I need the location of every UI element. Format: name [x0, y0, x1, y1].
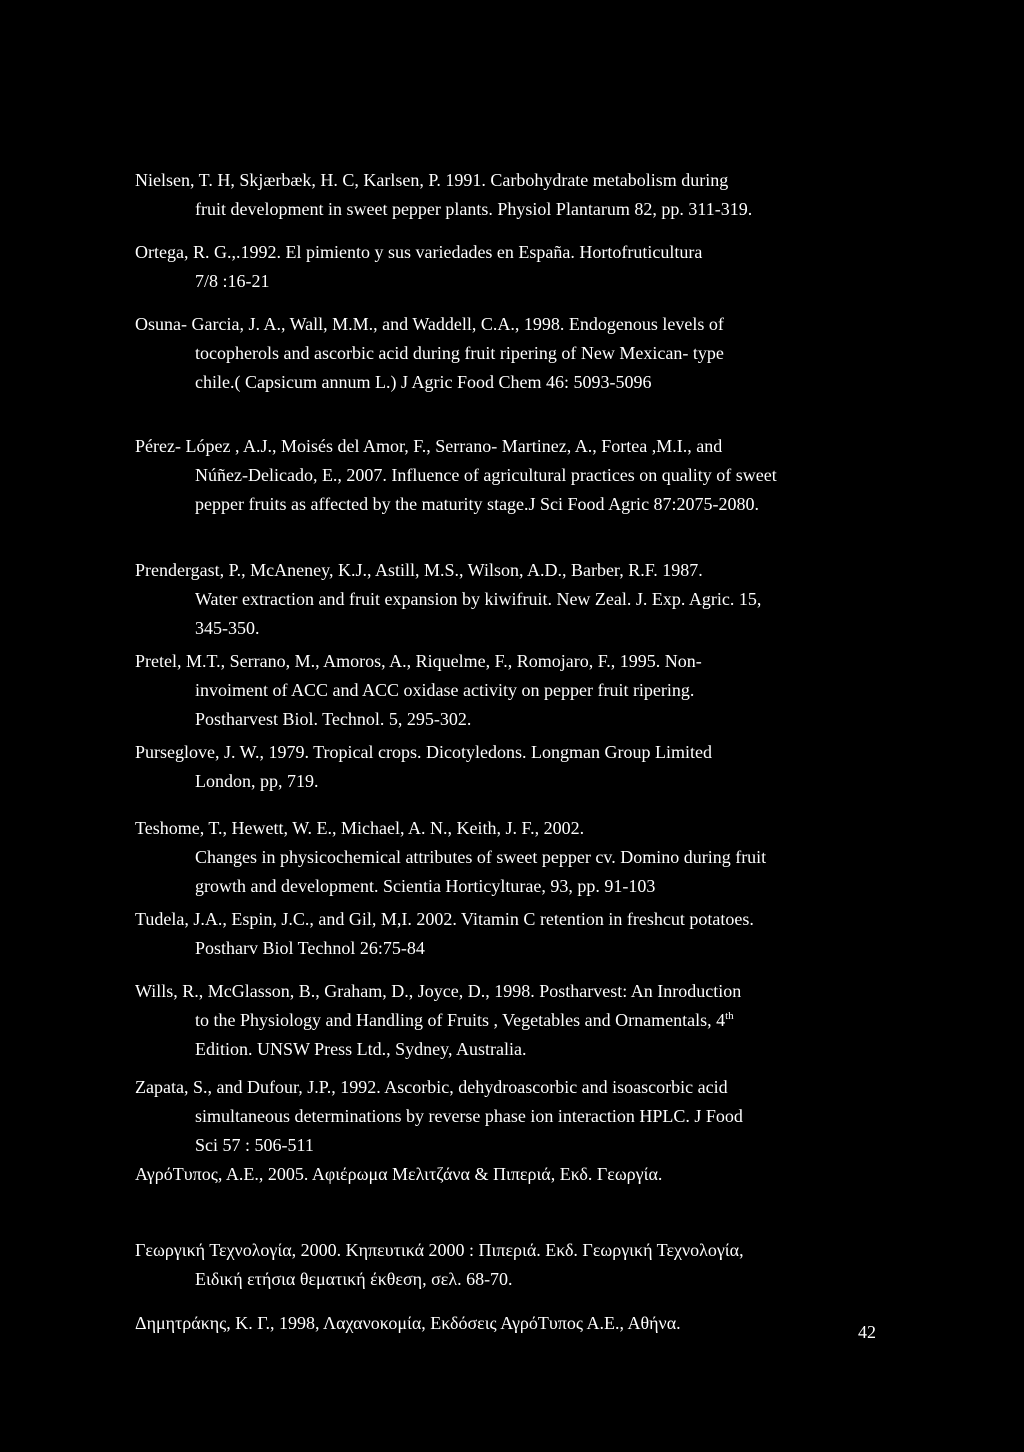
reference-line: Ειδική ετήσια θεματική έκθεση, σελ. 68-70.: [195, 1269, 513, 1289]
reference-line: simultaneous determinations by reverse phase ion interaction HPLC. J Food: [195, 1106, 743, 1126]
reference-entry: [135, 310, 875, 397]
reference-line: 7/8 :16-21: [195, 271, 270, 291]
reference-line: Teshome, T., Hewett, W. E., Michael, A. N., Keith, J. F., 2002.: [135, 818, 585, 838]
reference-line: Purseglove, J. W., 1979. Tropical crops. Dicotyledons. Longman Group Limited: [135, 742, 712, 762]
reference-entry: [135, 238, 875, 296]
reference-line: Postharv Biol Technol 26:75-84: [195, 938, 425, 958]
reference-entry: [135, 905, 875, 963]
reference-line: chile.( Capsicum annum L.) J Agric Food Chem 46: 5093-5096: [195, 372, 652, 392]
reference-line: Pretel, M.T., Serrano, M., Amoros, A., Riquelme, F., Romojaro, F., 1995. Non-: [135, 651, 702, 671]
reference-line: growth and development. Scientia Horticylturae, 93, pp. 91-103: [195, 876, 656, 896]
reference-line: Wills, R., McGlasson, B., Graham, D., Joyce, D., 1998. Postharvest: An Inroduction: [135, 981, 742, 1001]
reference-entry: [135, 738, 875, 796]
reference-line: [135, 1006, 875, 1035]
reference-line: Zapata, S., and Dufour, J.P., 1992. Ascorbic, dehydroascorbic and isoascorbic acid: [135, 1077, 728, 1097]
reference-line: Postharvest Biol. Technol. 5, 295-302.: [195, 709, 472, 729]
reference-line: ΑγρόΤυπος, Α.Ε., 2005. Αφιέρωμα Μελιτζάνα & Πιπεριά, Εκδ. Γεωργία.: [135, 1164, 663, 1184]
reference-line: Ortega, R. G.,.1992. El pimiento y sus variedades en España. Hortofruticultura: [135, 242, 703, 262]
reference-entry: [135, 1236, 875, 1294]
reference-entry: [135, 977, 875, 1064]
reference-line: Δημητράκης, Κ. Γ., 1998, Λαχανοκομία, Εκδόσεις ΑγρόΤυπος Α.Ε., Αθήνα.: [135, 1313, 681, 1333]
reference-line: Water extraction and fruit expansion by kiwifruit. New Zeal. J. Exp. Agric. 15,: [195, 589, 762, 609]
reference-line: Pérez- López , A.J., Moisés del Amor, F., Serrano- Martinez, A., Fortea ,M.I., and: [135, 436, 723, 456]
reference-line: Γεωργική Τεχνολογία, 2000. Κηπευτικά 2000 : Πιπεριά. Εκδ. Γεωργική Τεχνολογία,: [135, 1240, 744, 1260]
reference-line: tocopherols and ascorbic acid during fruit ripering of New Mexican- type: [195, 343, 724, 363]
reference-line: Tudela, J.A., Espin, J.C., and Gil, M,I. 2002. Vitamin C retention in freshcut potatoes.: [135, 909, 754, 929]
reference-entry: [135, 1073, 875, 1160]
edition-superscript: th: [725, 1010, 734, 1022]
reference-line: Osuna- Garcia, J. A., Wall, M.M., and Waddell, C.A., 1998. Endogenous levels of: [135, 314, 724, 334]
reference-line: pepper fruits as affected by the maturity stage.J Sci Food Agric 87:2075-2080.: [195, 494, 760, 514]
reference-line: 345-350.: [195, 618, 260, 638]
reference-line: Sci 57 : 506-511: [195, 1135, 314, 1155]
reference-line: Núñez-Delicado, E., 2007. Influence of agricultural practices on quality of sweet: [195, 465, 777, 485]
reference-line: Nielsen, T. H, Skjærbæk, H. C, Karlsen, P. 1991. Carbohydrate metabolism during: [135, 170, 729, 190]
reference-line: fruit development in sweet pepper plants. Physiol Plantarum 82, pp. 311-319.: [195, 199, 753, 219]
reference-entry: [135, 556, 875, 643]
page-number: 42: [858, 1322, 876, 1342]
reference-entry: [135, 814, 875, 901]
reference-entry: [135, 1309, 875, 1338]
reference-line: Changes in physicochemical attributes of sweet pepper cv. Domino during fruit: [195, 847, 767, 867]
reference-entry: [135, 432, 875, 519]
reference-entry: [135, 647, 875, 734]
reference-line: London, pp, 719.: [195, 771, 319, 791]
reference-line: Prendergast, P., McAneney, K.J., Astill, M.S., Wilson, A.D., Barber, R.F. 1987.: [135, 560, 703, 580]
reference-entry: [135, 166, 875, 224]
reference-line-text: to the Physiology and Handling of Fruits , Vegetables and Ornamentals, 4: [195, 1010, 726, 1030]
reference-entry: [135, 1160, 875, 1189]
reference-line: invoiment of ACC and ACC oxidase activity on pepper fruit ripering.: [195, 680, 695, 700]
reference-line: Edition. UNSW Press Ltd., Sydney, Australia.: [195, 1039, 527, 1059]
